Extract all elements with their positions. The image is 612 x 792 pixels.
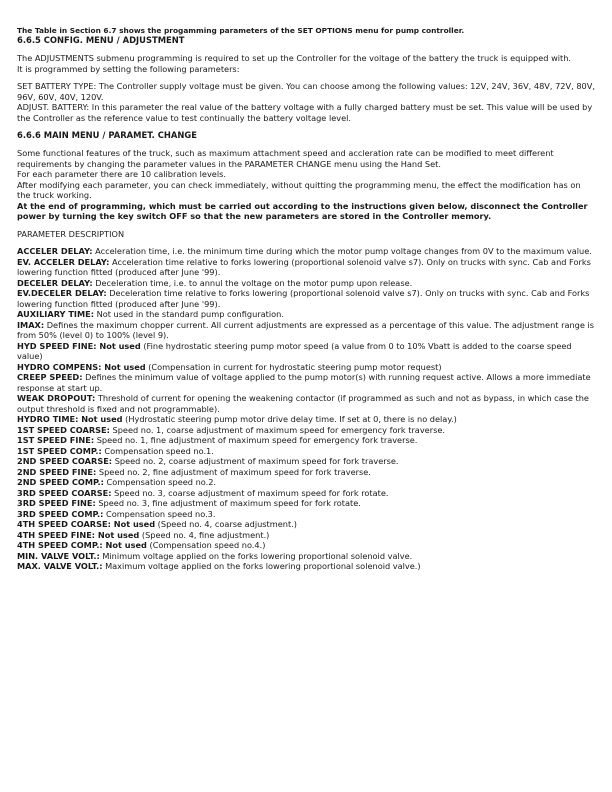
parameter-entry xyxy=(17,498,595,509)
main-menu-para-1: Some functional features of the truck, such as maximum attachment speed and accleration rate can be modified to meet different requirements by changing the parameter values in the PARAMETER CHANGE menu using the Hand Set. xyxy=(17,148,554,169)
parameter-entry xyxy=(17,519,595,530)
parameter-name: ACCELER DELAY: xyxy=(17,246,93,256)
parameter-description: (Speed no. 4, coarse adjustment.) xyxy=(155,519,297,529)
parameter-description: (Speed no. 4, fine adjustment.) xyxy=(139,529,270,540)
parameter-entry xyxy=(17,288,595,309)
parameter-description: Defines the maximum chopper current. All current adjustments are expressed as a percentage of this value. The adjustment range is from 50% (level 0) to 100% (level 9). xyxy=(17,319,595,340)
parameter-name: 3RD SPEED COARSE: xyxy=(17,487,112,498)
parameter-entry xyxy=(17,362,595,373)
parameter-name: 3RD SPEED COMP.: xyxy=(17,508,104,519)
parameter-entry xyxy=(17,257,595,278)
parameter-description: Threshold of current for opening the weakening contactor (if programmed as such and not as bypass, in which case the output threshold is fixed and not programmable). xyxy=(17,393,589,414)
parameter-description: Speed no. 3, coarse adjustment of maximum speed for fork rotate. xyxy=(111,487,389,498)
parameter-name: 1ST SPEED COARSE: xyxy=(17,424,110,435)
parameter-name: 2ND SPEED FINE: xyxy=(17,466,97,477)
parameter-name: HYD SPEED FINE: Not used xyxy=(17,340,141,351)
parameter-description: Acceleration time relative to forks lowering (proportional solenoid valve s7). Only on trucks with sync. Cab and Forks lowering function fitted (produced after June '99). xyxy=(17,256,591,277)
parameter-entry xyxy=(17,341,595,362)
parameter-name: EV. ACCELER DELAY: xyxy=(17,256,110,267)
parameter-name: WEAK DROPOUT: xyxy=(17,393,96,403)
parameter-description: Speed no. 3, fine adjustment of maximum speed for fork rotate. xyxy=(95,498,361,508)
parameter-entry xyxy=(17,477,595,488)
parameter-entry xyxy=(17,467,595,478)
parameter-name: HYDRO COMPENS: Not used xyxy=(17,361,146,372)
parameter-name: 4TH SPEED COARSE: Not used xyxy=(17,519,156,529)
parameter-description: (Compensation in current for hydrostatic steering pump motor request) xyxy=(145,361,442,372)
parameter-entry xyxy=(17,320,595,341)
config-para-2: It is programmed by setting the following parameters: xyxy=(17,63,240,74)
parameter-entry xyxy=(17,530,595,541)
parameter-description: Minimum voltage applied on the forks lowering proportional solenoid valve. xyxy=(99,550,413,561)
parameter-entry xyxy=(17,393,595,414)
parameter-entry xyxy=(17,551,595,562)
parameter-entry xyxy=(17,278,595,289)
parameter-description: (Hydrostatic steering pump motor drive delay time. If set at 0, there is no delay.) xyxy=(122,414,457,424)
parameter-name: 1ST SPEED COMP.: xyxy=(17,445,102,456)
main-menu-warning: At the end of programming, which must be carried out according to the instructions given below, disconnect the Controller power by turning the key switch OFF so that the new parameters are stored in the Controller memory. xyxy=(17,200,588,221)
parameter-description: Compensation speed no.2. xyxy=(103,477,217,487)
parameter-entry xyxy=(17,246,595,257)
param-desc-title: PARAMETER DESCRIPTION xyxy=(17,228,125,239)
parameter-entry xyxy=(17,435,595,446)
parameter-entry xyxy=(17,425,595,436)
parameter-name: 2ND SPEED COMP.: xyxy=(17,477,104,487)
parameter-description: Not used in the standard pump configuration. xyxy=(93,309,284,319)
parameter-name: MAX. VALVE VOLT.: xyxy=(17,561,103,571)
intro-line: The Table in Section 6.7 shows the progamming parameters of the SET OPTIONS menu for pump controller. xyxy=(17,26,465,35)
parameter-name: DECELER DELAY: xyxy=(17,277,93,288)
parameter-entry xyxy=(17,561,595,572)
parameter-description: Maximum voltage applied on the forks lowering proportional solenoid valve.) xyxy=(102,561,421,571)
main-menu-para-2: For each parameter there are 10 calibration levels. xyxy=(17,169,226,179)
parameter-description: Speed no. 2, fine adjustment of maximum speed for fork traverse. xyxy=(96,466,371,477)
parameter-description: Acceleration time, i.e. the minimum time during which the motor pump voltage changes from 0V to the maximum value. xyxy=(92,246,592,256)
parameter-name: HYDRO TIME: Not used xyxy=(17,414,123,424)
parameter-description: Defines the minimum value of voltage applied to the pump motor(s) with running request active. Allows a more immediate response at start up. xyxy=(17,372,591,393)
parameter-name: IMAX: xyxy=(17,319,45,330)
parameter-name: 2ND SPEED COARSE: xyxy=(17,456,113,466)
config-para-3: SET BATTERY TYPE: The Controller supply voltage must be given. You can choose among the following values: 12V, 24V, 36V, 48V, 72V, 80V, 96V, 60V, 40V, 120V. xyxy=(17,81,595,102)
parameter-description: Deceleration time relative to forks lowering (proportional solenoid valve s7). Only on trucks with sync. Cab and Forks lowering function fitted (produced after June '99). xyxy=(17,288,590,309)
parameter-entry xyxy=(17,446,595,457)
main-menu-heading: 6.6.6 MAIN MENU / PARAMET. CHANGE xyxy=(17,130,197,140)
parameter-list xyxy=(17,246,595,572)
parameter-name: MIN. VALVE VOLT.: xyxy=(17,550,100,561)
document-page xyxy=(17,26,595,572)
config-para-4: ADJUST. BATTERY: In this parameter the real value of the battery voltage with a fully charged battery must be set. This value will be used by the Controller as the reference value to test continually the battery voltage level. xyxy=(17,102,593,123)
parameter-description: Compensation speed no.1. xyxy=(101,445,214,456)
parameter-name: CREEP SPEED: xyxy=(17,372,83,382)
parameter-entry xyxy=(17,540,595,551)
parameter-description: Speed no. 1, coarse adjustment of maximum speed for emergency fork traverse. xyxy=(109,424,445,435)
parameter-name: AUXILIARY TIME: xyxy=(17,309,94,319)
config-para-1: The ADJUSTMENTS submenu programming is required to set up the Controller for the voltage of the battery the truck is equipped with. xyxy=(17,53,572,63)
parameter-description: (Fine hydrostatic steering pump motor speed (a value from 0 to 10% Vbatt is added to the coarse speed value) xyxy=(17,340,572,361)
parameter-entry xyxy=(17,456,595,467)
parameter-name: 4TH SPEED FINE: Not used xyxy=(17,529,140,540)
config-heading: 6.6.5 CONFIG. MENU / ADJUSTMENT xyxy=(17,35,185,45)
parameter-description: (Compensation speed no.4.) xyxy=(146,540,266,550)
parameter-name: 3RD SPEED FINE: xyxy=(17,498,96,508)
parameter-entry xyxy=(17,488,595,499)
parameter-description: Speed no. 2, coarse adjustment of maximum speed for fork traverse. xyxy=(112,456,399,466)
parameter-name: EV.DECELER DELAY: xyxy=(17,288,107,298)
parameter-description: Deceleration time, i.e. to annul the voltage on the motor pump upon release. xyxy=(92,277,413,288)
parameter-entry xyxy=(17,414,595,425)
parameter-entry xyxy=(17,509,595,520)
main-menu-para-3: After modifying each parameter, you can check immediately, without quitting the programming menu, the effect the modification has on the truck working. xyxy=(17,179,581,200)
parameter-description: Speed no. 1, fine adjustment of maximum speed for emergency fork traverse. xyxy=(94,435,418,445)
parameter-entry xyxy=(17,372,595,393)
parameter-entry xyxy=(17,309,595,320)
parameter-name: 1ST SPEED FINE: xyxy=(17,435,95,445)
parameter-name: 4TH SPEED COMP.: Not used xyxy=(17,540,147,550)
parameter-description: Compensation speed no.3. xyxy=(103,508,216,519)
